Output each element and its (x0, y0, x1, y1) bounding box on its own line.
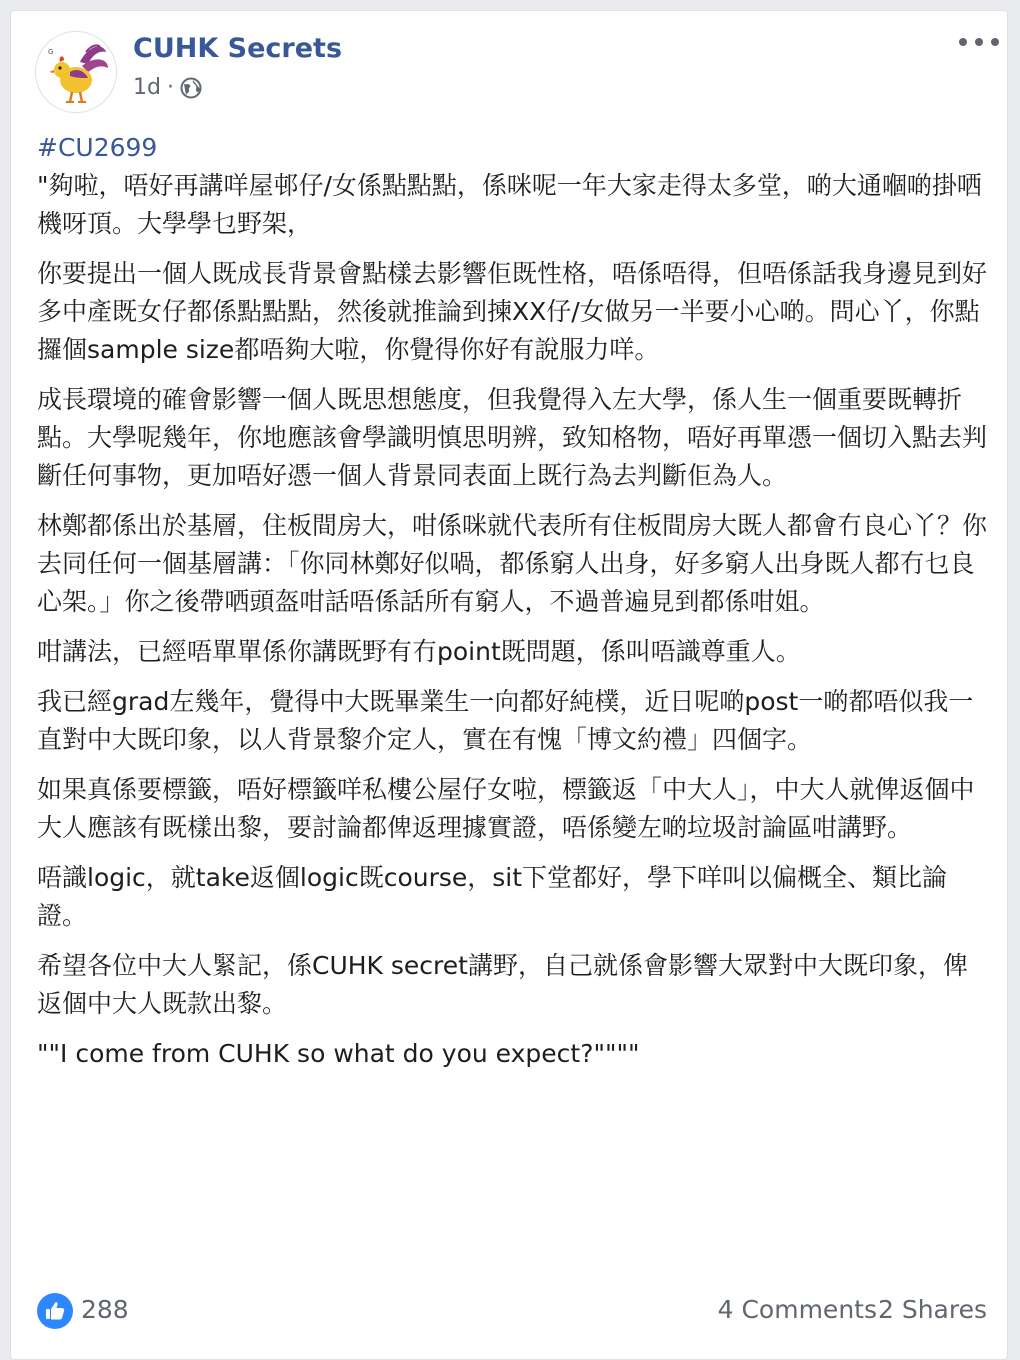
meta-separator: · (166, 75, 174, 100)
post-paragraph: 成長環境的確會影響一個人既思想態度，但我覺得入左大學，係人生一個重要既轉折點。大學呢幾年，你地應該會學識明慎思明辨，致知格物，唔好再單憑一個切入點去判斷任何事物，更加唔好憑一個人背景同表面上既行為去判斷佢為人。 (37, 385, 988, 490)
dot (975, 38, 983, 46)
page-name-link[interactable]: CUHK Secrets (133, 33, 343, 64)
like-count[interactable]: 288 (81, 1295, 129, 1324)
post-paragraph: 咁講法，已經唔單單係你講既野有冇point既問題，係叫唔識尊重人。 (37, 637, 801, 666)
svg-text:G: G (48, 48, 54, 56)
dot (991, 38, 999, 46)
post-paragraph: "夠啦，唔好再講咩屋邨仔/女係點點點，係咪呢一年大家走得太多堂，啲大通嗰啲掛哂機呀頂。大學學乜野架， (37, 171, 982, 238)
page-logo-icon (36, 32, 116, 112)
post-paragraph: ""I come from CUHK so what do you expect?"""" (37, 1039, 640, 1068)
post-paragraph: 如果真係要標籤，唔好標籤咩私樓公屋仔女啦，標籤返「中大人」，中大人就俾返個中大人應該有既樣出黎，要討論都俾返理據實證，唔係變左啲垃圾討論區咁講野。 (37, 775, 975, 842)
more-options-icon[interactable] (959, 29, 999, 55)
post-paragraph: 我已經grad左幾年，覺得中大既畢業生一向都好純樸，近日呢啲post一啲都唔似我一直對中大既印象，以人背景黎介定人，實在有愧「博文約禮」四個字。 (37, 687, 974, 754)
post-card (10, 10, 1008, 1360)
post-paragraph: 希望各位中大人緊記，係CUHK secret講野，自己就係會影響大眾對中大既印象，俾返個中大人既款出黎。 (37, 951, 968, 1018)
shares-link[interactable]: 2 Shares (877, 1295, 987, 1324)
post-time[interactable]: 1d (133, 75, 161, 100)
post-paragraph: 你要提出一個人既成長背景會點樣去影響佢既性格，唔係唔得，但唔係話我身邊見到好多中產既女仔都係點點點，然後就推論到揀XX仔/女做另一半要小心啲。問心丫，你點攞個sample size都唔夠大啦，你覺得你好有說服力咩。 (37, 259, 988, 364)
comments-link[interactable]: 4 Comments (717, 1295, 877, 1324)
reactions-bar (37, 1293, 987, 1333)
post-meta (133, 75, 202, 100)
post-paragraph: 林鄭都係出於基層，住板間房大，咁係咪就代表所有住板間房大既人都會冇良心丫？你去同任何一個基層講：「你同林鄭好似喎，都係窮人出身，好多窮人出身既人都冇乜良心架。」你之後帶哂頭盔咁話唔係話所有窮人，不過普遍見到都係咁姐。 (37, 511, 988, 616)
hashtag-link[interactable]: #CU2699 (37, 133, 158, 162)
page-avatar[interactable] (35, 31, 117, 113)
post-paragraph: 唔識logic，就take返個logic既course，sit下堂都好，學下咩叫以偏概全、類比論證。 (37, 863, 948, 930)
thumbs-up-icon[interactable] (37, 1293, 73, 1329)
post-text (37, 129, 987, 1073)
dot (959, 38, 967, 46)
globe-icon[interactable] (180, 77, 202, 99)
